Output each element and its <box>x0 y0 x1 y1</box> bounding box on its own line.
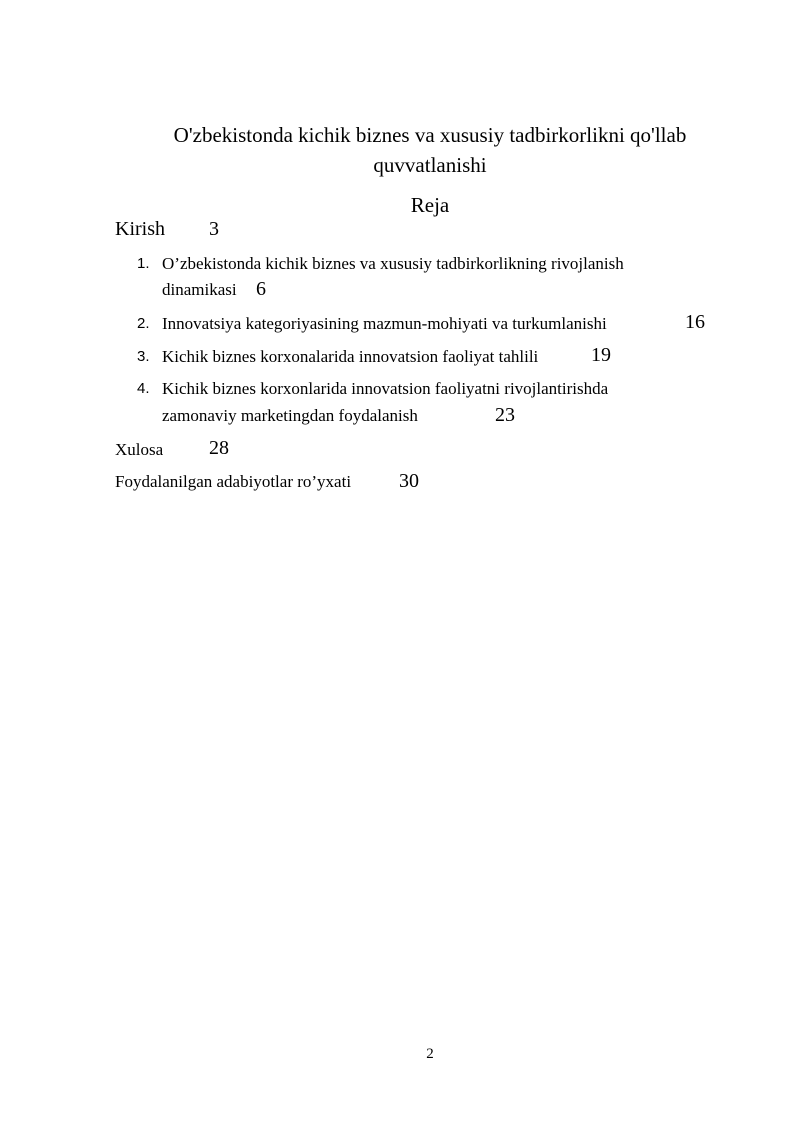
toc-references-label: Foydalanilgan adabiyotlar ro’yxati <box>115 472 352 491</box>
toc-conclusion-label: Xulosa <box>115 440 164 459</box>
toc-item-2-page: 16 <box>685 311 705 333</box>
toc-item-4-number: 4. <box>137 380 150 397</box>
toc-item-1-number: 1. <box>137 255 150 272</box>
toc-intro-page: 3 <box>209 218 219 240</box>
toc-item-3-number: 3. <box>137 348 150 365</box>
toc-item-1-page: 6 <box>256 278 266 300</box>
toc-item-4-line2: zamonaviy marketingdan foydalanish <box>162 406 418 425</box>
toc-item-1-line1: O’zbekistonda kichik biznes va xususiy tadbirkorlikning rivojlanish <box>162 254 624 273</box>
toc-conclusion-page: 28 <box>209 437 229 459</box>
page-number: 2 <box>426 1046 434 1062</box>
toc-item-4-page: 23 <box>495 404 515 426</box>
toc-references-page: 30 <box>399 470 419 492</box>
toc-references <box>115 472 351 492</box>
plan-heading: Reja <box>410 193 450 217</box>
toc-intro-label: Kirish <box>115 218 165 240</box>
toc-item-3-line1: Kichik biznes korxonalarida innovatsion faoliyat tahlili <box>162 347 539 366</box>
toc-item-2-line1: Innovatsiya kategoriyasining mazmun-mohiyati va turkumlanishi <box>162 314 607 333</box>
toc-item-4-line1: Kichik biznes korxonlarida innovatsion faoliyatni rivojlantirishda <box>162 379 609 398</box>
toc-item-2-number: 2. <box>137 315 150 332</box>
toc-item-3-page: 19 <box>591 344 611 366</box>
title-line-2: quvvatlanishi <box>373 153 487 177</box>
toc-intro <box>115 218 165 241</box>
toc-conclusion <box>115 440 163 460</box>
title-line-1: O'zbekistonda kichik biznes va xususiy tadbirkorlikni qo'llab <box>173 123 687 147</box>
toc-item-1-line2: dinamikasi <box>162 280 237 299</box>
document-title <box>150 120 710 180</box>
